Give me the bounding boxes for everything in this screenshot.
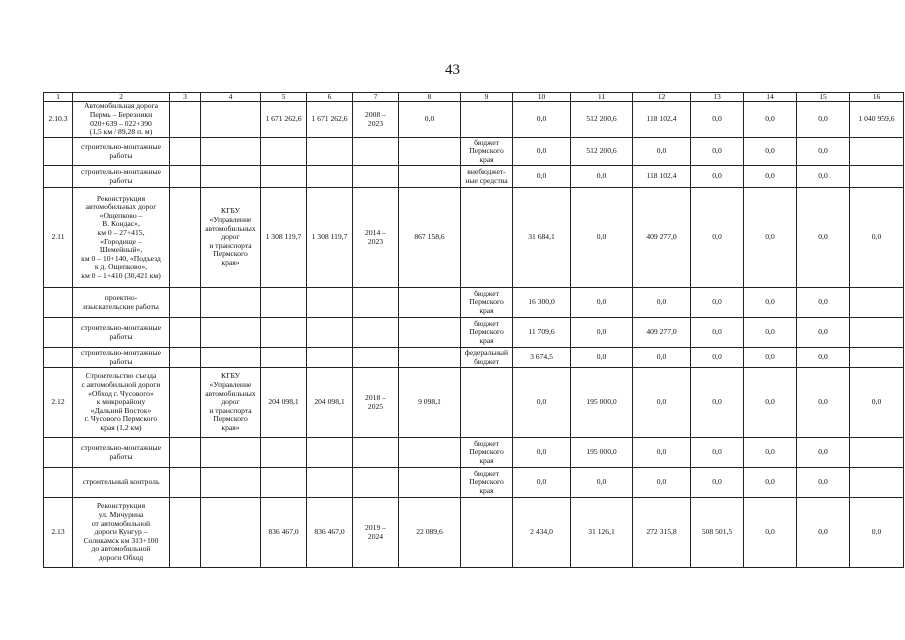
table-cell: 2019 – 2024 (353, 498, 399, 568)
table-cell (170, 498, 201, 568)
table-cell: бюджет Пермского края (461, 318, 513, 348)
table-cell: 11 709,6 (513, 318, 571, 348)
table-cell: 2.12 (44, 368, 73, 438)
table-cell (461, 102, 513, 138)
table-cell: 1 671 262,6 (307, 102, 353, 138)
table-cell: 0,0 (744, 438, 797, 468)
table-cell: 0,0 (744, 468, 797, 498)
table-cell (201, 138, 261, 166)
table-cell (850, 166, 904, 188)
table-cell: внебюджет- ные средства (461, 166, 513, 188)
table-cell (201, 468, 261, 498)
table-cell: КГБУ «Управление автомобильных дорог и транспорта Пермского края» (201, 368, 261, 438)
table-cell: 2.10.3 (44, 102, 73, 138)
table-cell: бюджет Пермского края (461, 288, 513, 318)
table-cell (170, 438, 201, 468)
table-cell (399, 288, 461, 318)
table-cell: 0,0 (797, 318, 850, 348)
table-cell (261, 438, 307, 468)
header-cell: 8 (399, 93, 461, 102)
table-cell: 1 308 119,7 (261, 188, 307, 288)
table-cell: бюджет Пермского края (461, 438, 513, 468)
table-cell: 0,0 (633, 138, 691, 166)
table-cell: 0,0 (691, 188, 744, 288)
table-cell (170, 318, 201, 348)
table-cell: строительный контроль (73, 468, 170, 498)
table-cell (170, 368, 201, 438)
header-cell: 2 (73, 93, 170, 102)
table-cell: 0,0 (513, 166, 571, 188)
table-cell (353, 468, 399, 498)
header-cell: 5 (261, 93, 307, 102)
table-cell: 0,0 (399, 102, 461, 138)
table-cell: бюджет Пермского края (461, 138, 513, 166)
header-cell: 13 (691, 93, 744, 102)
table-cell: 409 277,0 (633, 188, 691, 288)
table-cell (307, 288, 353, 318)
table-row (44, 188, 904, 288)
table-cell: Реконструкция автомобильных дорог «Ощепково – В. Кондас», км 0 – 27+415, «Городище – Шемейный», км 0 – 10+140, «Подъезд к д. Ощепково», км 0 – 1+410 (30,421 км) (73, 188, 170, 288)
table-cell (44, 288, 73, 318)
table-cell: 31 684,1 (513, 188, 571, 288)
table-cell: строительно-монтажные работы (73, 138, 170, 166)
header-cell: 6 (307, 93, 353, 102)
table-cell: 0,0 (797, 348, 850, 368)
table-cell (399, 138, 461, 166)
table-cell (850, 348, 904, 368)
header-cell: 7 (353, 93, 399, 102)
table-cell: 0,0 (691, 166, 744, 188)
table-cell (201, 318, 261, 348)
table-cell: Автомобильная дорога Пермь – Березники 020+639 – 022+390 (1,5 км / 89,28 п. м) (73, 102, 170, 138)
table-cell: 0,0 (797, 138, 850, 166)
header-cell: 15 (797, 93, 850, 102)
table-cell (201, 498, 261, 568)
table-cell: 0,0 (744, 188, 797, 288)
table-row (44, 468, 904, 498)
table-cell: 0,0 (633, 368, 691, 438)
table-cell (201, 348, 261, 368)
table-cell: 2018 – 2025 (353, 368, 399, 438)
table-cell: 16 300,0 (513, 288, 571, 318)
table-cell (399, 438, 461, 468)
table-cell: Строительство съезда с автомобильной дороги «Обход г. Чусового» к микрорайону «Дальний Восток» г. Чусового Пермского края (1,2 км) (73, 368, 170, 438)
table-cell (461, 368, 513, 438)
header-cell: 4 (201, 93, 261, 102)
table-cell: 0,0 (691, 468, 744, 498)
table-cell (170, 348, 201, 368)
table-cell: 0,0 (571, 318, 633, 348)
table-cell (261, 166, 307, 188)
table-cell: 195 000,0 (571, 438, 633, 468)
table-row (44, 348, 904, 368)
table-cell (353, 438, 399, 468)
table-cell: бюджет Пермского края (461, 468, 513, 498)
table-row (44, 138, 904, 166)
table-cell (850, 468, 904, 498)
table-cell (307, 138, 353, 166)
table-cell: 9 098,1 (399, 368, 461, 438)
header-cell: 10 (513, 93, 571, 102)
table-cell (307, 468, 353, 498)
table-cell: 0,0 (744, 498, 797, 568)
table-cell (399, 468, 461, 498)
table-cell: 0,0 (691, 348, 744, 368)
table-cell: 0,0 (797, 188, 850, 288)
header-cell: 3 (170, 93, 201, 102)
table-cell: 2014 – 2023 (353, 188, 399, 288)
table-cell: 31 126,1 (571, 498, 633, 568)
table-cell: 0,0 (797, 102, 850, 138)
table-cell: 508 501,5 (691, 498, 744, 568)
table-cell (170, 188, 201, 288)
table-cell (261, 468, 307, 498)
table-cell (261, 138, 307, 166)
table-cell: 0,0 (633, 348, 691, 368)
table-cell: 0,0 (513, 138, 571, 166)
table-cell: 0,0 (744, 288, 797, 318)
table-cell: 0,0 (633, 468, 691, 498)
header-cell: 12 (633, 93, 691, 102)
table-header-row (44, 93, 904, 102)
table-cell (850, 438, 904, 468)
table-row (44, 288, 904, 318)
table-cell (850, 138, 904, 166)
table-cell: 0,0 (691, 318, 744, 348)
table-cell: 0,0 (744, 102, 797, 138)
table-cell: 204 098,1 (307, 368, 353, 438)
table-cell (307, 438, 353, 468)
table-cell (201, 288, 261, 318)
table-cell: 195 000,0 (571, 368, 633, 438)
table-cell: 1 308 119,7 (307, 188, 353, 288)
budget-table (43, 92, 904, 568)
table-cell (353, 318, 399, 348)
table-cell: 0,0 (691, 288, 744, 318)
table-cell: 867 158,6 (399, 188, 461, 288)
table-cell: 0,0 (850, 368, 904, 438)
table-cell: 0,0 (744, 138, 797, 166)
table-cell: федеральный бюджет (461, 348, 513, 368)
table-cell: 0,0 (797, 498, 850, 568)
table-cell: 0,0 (797, 468, 850, 498)
table-cell: Реконструкция ул. Мичурина от автомобильной дороги Кунгур – Соликамск км 313+100 до автомобильной дороги Обход (73, 498, 170, 568)
table-cell (201, 166, 261, 188)
table-cell (170, 166, 201, 188)
table-cell: 118 102,4 (633, 102, 691, 138)
table-cell: 204 098,1 (261, 368, 307, 438)
table-cell: 0,0 (691, 138, 744, 166)
table-cell (201, 102, 261, 138)
table-cell (44, 138, 73, 166)
table-cell (353, 166, 399, 188)
table-cell: 0,0 (850, 188, 904, 288)
table-cell (44, 348, 73, 368)
table-cell: 0,0 (571, 188, 633, 288)
table-cell (307, 318, 353, 348)
table-cell: 0,0 (691, 438, 744, 468)
page-number: 43 (445, 62, 460, 78)
table-cell (850, 288, 904, 318)
table-row (44, 498, 904, 568)
table-cell: 836 467,0 (261, 498, 307, 568)
table-cell (307, 348, 353, 368)
table-cell (170, 468, 201, 498)
table-cell (170, 102, 201, 138)
table-cell: 0,0 (744, 368, 797, 438)
table-cell: 1 671 262,6 (261, 102, 307, 138)
table-cell (201, 438, 261, 468)
table-cell (307, 166, 353, 188)
table-cell: 512 200,6 (571, 102, 633, 138)
table-cell (44, 166, 73, 188)
table-cell: 0,0 (571, 288, 633, 318)
table-cell: 0,0 (513, 468, 571, 498)
table-cell (261, 318, 307, 348)
table-cell: 0,0 (744, 348, 797, 368)
header-cell: 14 (744, 93, 797, 102)
table-cell: строительно-монтажные работы (73, 438, 170, 468)
header-cell: 9 (461, 93, 513, 102)
table-row (44, 318, 904, 348)
table-cell (44, 318, 73, 348)
table-cell (170, 138, 201, 166)
table-cell: строительно-монтажные работы (73, 318, 170, 348)
table-cell: 0,0 (744, 166, 797, 188)
table-cell: 0,0 (691, 368, 744, 438)
table-row (44, 166, 904, 188)
header-cell: 11 (571, 93, 633, 102)
table-cell (44, 438, 73, 468)
table-cell: 0,0 (691, 102, 744, 138)
table-cell (353, 138, 399, 166)
table-cell: 0,0 (797, 166, 850, 188)
table-cell: 0,0 (744, 318, 797, 348)
table-cell: проектно- изыскательские работы (73, 288, 170, 318)
table-cell: строительно-монтажные работы (73, 348, 170, 368)
table-cell: 512 200,6 (571, 138, 633, 166)
table-cell: 0,0 (513, 102, 571, 138)
table-cell (44, 468, 73, 498)
table-cell (261, 348, 307, 368)
table-cell: 0,0 (797, 438, 850, 468)
table-cell: 0,0 (571, 468, 633, 498)
table-cell: 118 102,4 (633, 166, 691, 188)
table-cell: 836 467,0 (307, 498, 353, 568)
table-cell (850, 318, 904, 348)
table-cell (353, 288, 399, 318)
table-row (44, 438, 904, 468)
table-cell (170, 288, 201, 318)
table-cell: 0,0 (850, 498, 904, 568)
table-cell: строительно-монтажные работы (73, 166, 170, 188)
table-cell: 3 674,5 (513, 348, 571, 368)
table-cell: 2008 – 2023 (353, 102, 399, 138)
table-cell: 2.11 (44, 188, 73, 288)
table-cell: 409 277,0 (633, 318, 691, 348)
table-cell: 272 315,8 (633, 498, 691, 568)
table-cell: 2.13 (44, 498, 73, 568)
table-cell (399, 318, 461, 348)
table-cell: КГБУ «Управление автомобильных дорог и транспорта Пермского края» (201, 188, 261, 288)
table-cell: 22 089,6 (399, 498, 461, 568)
header-cell: 1 (44, 93, 73, 102)
table-cell: 1 040 959,6 (850, 102, 904, 138)
table-cell: 0,0 (571, 166, 633, 188)
table-cell (353, 348, 399, 368)
table-cell (261, 288, 307, 318)
table-cell: 0,0 (633, 288, 691, 318)
table-cell: 0,0 (513, 368, 571, 438)
table-cell (399, 348, 461, 368)
table-cell (461, 188, 513, 288)
header-cell: 16 (850, 93, 904, 102)
table-row (44, 368, 904, 438)
table-cell: 0,0 (571, 348, 633, 368)
table-cell: 0,0 (797, 368, 850, 438)
table-cell: 2 434,0 (513, 498, 571, 568)
table-cell: 0,0 (513, 438, 571, 468)
table-cell: 0,0 (633, 438, 691, 468)
table-row (44, 102, 904, 138)
table-cell: 0,0 (797, 288, 850, 318)
table-cell (461, 498, 513, 568)
table-cell (399, 166, 461, 188)
